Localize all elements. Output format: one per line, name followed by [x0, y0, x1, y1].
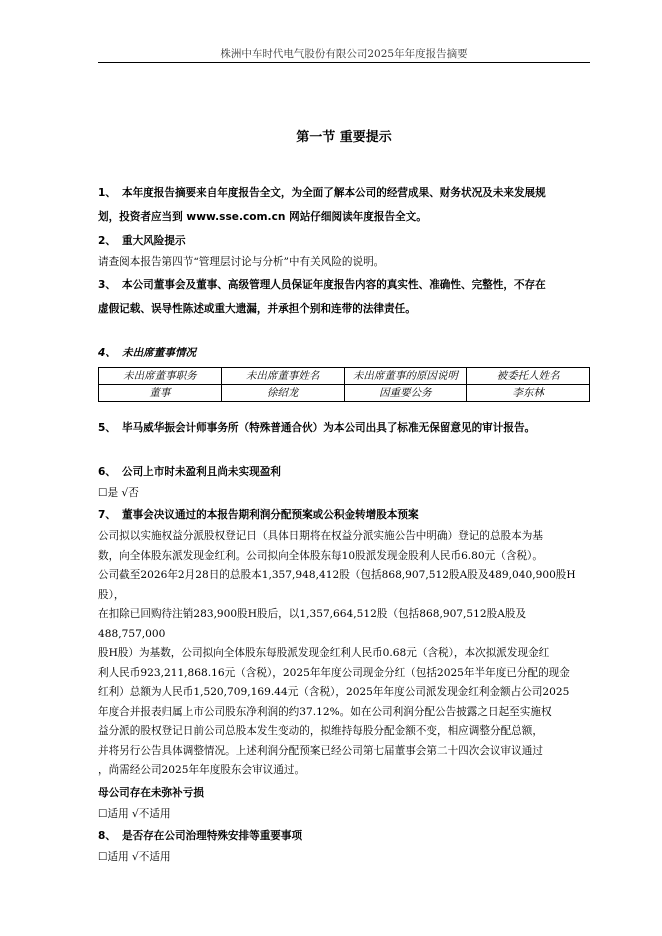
- item3-number: 3、: [98, 278, 116, 291]
- item8-heading: [98, 824, 590, 848]
- item8-title: 是否存在公司治理特殊安排等重要事项: [122, 830, 303, 842]
- item5-line: [98, 416, 590, 440]
- item7-heading: [98, 503, 590, 527]
- item3-line2: 虚假记载、误导性陈述或重大遗漏，并承担个别和连带的法律责任。: [98, 302, 416, 315]
- item2-number: 2、: [98, 235, 116, 247]
- item7-line: 益分派的股权登记日前公司总股本发生变动的，拟维持每股分配金额不变，相应调整分配总额，: [98, 725, 543, 737]
- page-header: 株洲中车时代电气股份有限公司2025年年度报告摘要: [220, 48, 468, 60]
- item7-line: 年度合并报表归属上市公司股东净利润的约37.12%。如在公司利润分配公告披露之日起至实施权: [98, 705, 552, 718]
- table-header-cell: 被委托人姓名: [467, 367, 590, 384]
- item7-line: 公司截至2026年2月28日的总股本1,357,948,412股（包括868,907,512股A股及489,040,900股H股），: [98, 569, 576, 601]
- item7-line: 股H股）为基数，公司拟向全体股东每股派发现金红利人民币0.68元（含税），本次拟派发现金红: [98, 647, 550, 659]
- item2-heading: [98, 229, 590, 253]
- absent-directors-table: [98, 367, 590, 402]
- item6-options: ☐是 √否: [98, 486, 139, 499]
- item7-sub-heading: 母公司存在未弥补亏损: [98, 786, 204, 799]
- item4-heading: [98, 341, 590, 365]
- item1-number: 1、: [98, 187, 116, 199]
- item6-number: 6、: [98, 465, 116, 478]
- table-cell: 李东林: [467, 384, 590, 401]
- table-header-cell: 未出席董事职务: [99, 367, 222, 384]
- item1-text1: 本年度报告摘要来自年度报告全文，为全面了解本公司的经营成果、财务状况及未来发展规: [122, 187, 546, 199]
- item7-line: 利人民币923,211,868.16元（含税），2025年年度公司现金分红（包括2025年半年度已分配的现金: [98, 666, 570, 679]
- table-cell: 因重要公务: [344, 384, 467, 401]
- item5-number: 5、: [98, 421, 116, 434]
- item4-title: 未出席董事情况: [122, 346, 197, 359]
- item7-line: 在扣除已回购待注销283,900股H股后，以1,357,664,512股（包括868,907,512股A股及488,757,000: [98, 608, 527, 640]
- item4-number: 4、: [98, 346, 116, 359]
- item7-line: 并将另行公告具体调整情况。上述利润分配预案已经公司第七届董事会第二十四次会议审议通过: [98, 744, 543, 757]
- item3-text1: 本公司董事会及董事、高级管理人员保证年度报告内容的真实性、准确性、完整性，不存在: [122, 278, 546, 291]
- item7-line: ，尚需经公司2025年年度股东会审议通过。: [98, 764, 306, 776]
- item1-line1: [98, 181, 590, 205]
- item1-line2: 划，投资者应当到 www.sse.com.cn 网站仔细阅读年度报告全文。: [98, 211, 427, 223]
- table-cell: 徐绍龙: [221, 384, 344, 401]
- item6-heading: [98, 460, 590, 484]
- item7-line: 数，向全体股东派发现金红利。公司拟向全体股东每10股派发现金股利人民币6.80元（含税）。: [98, 549, 543, 562]
- item2-text: 请查阅本报告第四节“管理层讨论与分析”中有关风险的说明。: [98, 256, 385, 268]
- table-header-row: [99, 367, 590, 384]
- item6-title: 公司上市时未盈利且尚未实现盈利: [122, 465, 281, 478]
- table-header-cell: 未出席董事的原因说明: [344, 367, 467, 384]
- table-header-cell: 未出席董事姓名: [221, 367, 344, 384]
- item7-line: 公司拟以实施权益分派股权登记日（具体日期将在权益分派实施公告中明确）登记的总股本为基: [98, 530, 543, 542]
- item7-sub-options: ☐适用 √不适用: [98, 807, 171, 820]
- item8-options: ☐适用 √不适用: [98, 851, 171, 863]
- item3-line1: [98, 273, 590, 297]
- item7-line: 红利）总额为人民币1,520,709,169.44元（含税），2025年年度公司派发现金红利金额占公司2025: [98, 686, 570, 698]
- table-cell: 董事: [99, 384, 222, 401]
- document-body: [98, 126, 590, 868]
- item2-title: 重大风险提示: [122, 235, 186, 247]
- header-divider: [98, 62, 590, 63]
- item8-number: 8、: [98, 830, 116, 842]
- item7-paragraph: [98, 527, 590, 781]
- item5-text: 毕马威华振会计师事务所（特殊普通合伙）为本公司出具了标准无保留意见的审计报告。: [122, 421, 536, 434]
- item7-title: 董事会决议通过的本报告期利润分配预案或公积金转增股本预案: [122, 509, 419, 521]
- item7-number: 7、: [98, 509, 116, 521]
- table-row: [99, 384, 590, 401]
- section-title: 第一节 重要提示: [296, 130, 392, 145]
